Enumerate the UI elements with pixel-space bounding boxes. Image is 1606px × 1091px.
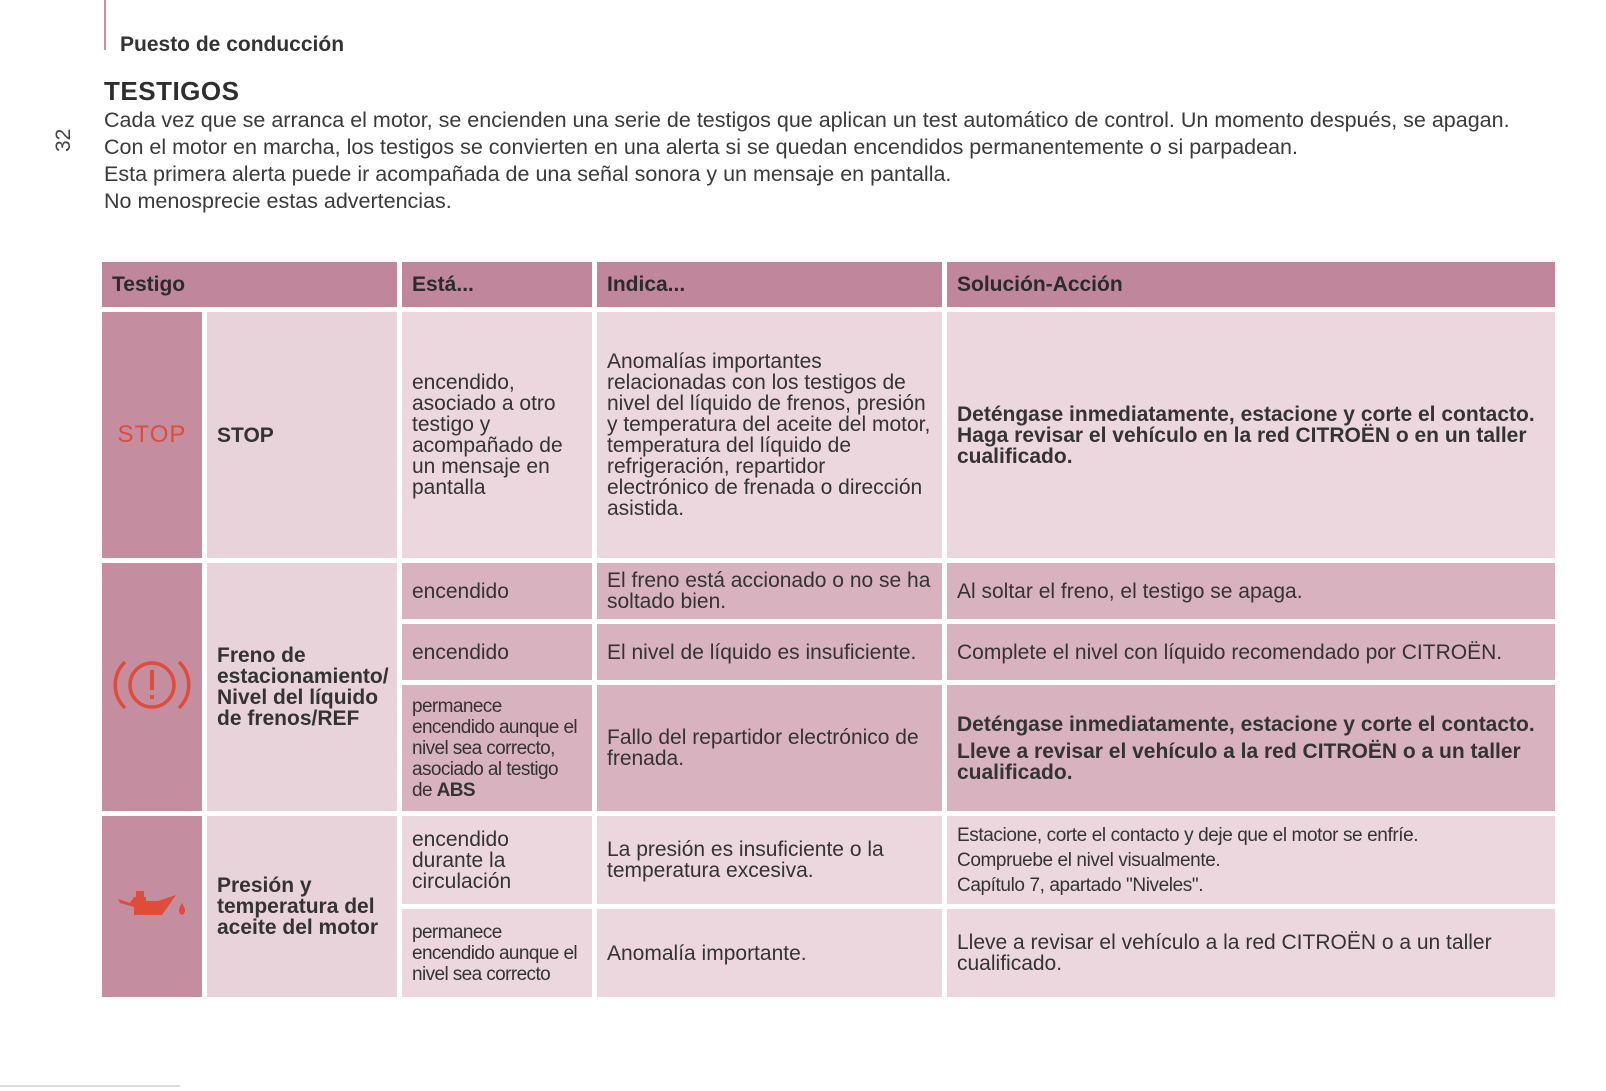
header-testigo: Testigo <box>102 262 397 307</box>
solucion-cell: Complete el nivel con líquido recomendado por CITROËN. <box>947 624 1555 680</box>
table-row <box>102 312 1555 558</box>
bottom-rule <box>0 1085 180 1087</box>
header-solucion: Solución-Acción <box>947 262 1555 307</box>
solucion-line: Estacione, corte el contacto y deje que el motor se enfríe. <box>957 824 1419 846</box>
section-title: Puesto de conducción <box>120 33 345 56</box>
esta-cell: encendido durante la circulación <box>402 816 592 904</box>
table-header-row <box>102 262 1555 307</box>
esta-cell: encendido <box>402 624 592 680</box>
stop-icon: STOP <box>117 421 187 448</box>
indica-cell: Anomalía importante. <box>597 909 942 997</box>
testigo-name: STOP <box>207 312 397 558</box>
solucion-cell <box>947 685 1555 811</box>
warning-lights-table <box>97 257 1560 1002</box>
page-number: 32 <box>52 128 75 152</box>
table-row <box>102 816 1555 904</box>
abs-label: ABS <box>436 779 475 801</box>
solucion-line: Capítulo 7, apartado "Niveles". <box>957 874 1204 896</box>
oil-can-icon <box>112 885 192 925</box>
intro-paragraph: Esta primera alerta puede ir acompañada de una señal sonora y un mensaje en pantalla. <box>104 162 952 186</box>
header-indica: Indica... <box>597 262 942 307</box>
solucion-line: Lleve a revisar el vehículo a la red CITROËN o a un taller cualificado. <box>957 739 1521 784</box>
esta-cell: encendido, asociado a otro testigo y acompañado de un mensaje en pantalla <box>402 312 592 558</box>
header-rule <box>104 0 106 50</box>
solucion-cell <box>947 816 1555 904</box>
brake-warning-icon <box>107 650 197 720</box>
indica-cell: La presión es insuficiente o la temperatura excesiva. <box>597 816 942 904</box>
table-row <box>102 563 1555 619</box>
indica-cell: El freno está accionado o no se ha soltado bien. <box>597 563 942 619</box>
intro-paragraph: Cada vez que se arranca el motor, se encienden una serie de testigos que aplican un test automático de control. Un momento después, se apagan. <box>104 108 1510 132</box>
solucion-cell: Lleve a revisar el vehículo a la red CITROËN o a un taller cualificado. <box>947 909 1555 997</box>
solucion-cell: Al soltar el freno, el testigo se apaga. <box>947 563 1555 619</box>
indica-cell: Anomalías importantes relacionadas con los testigos de nivel del líquido de frenos, presión y temperatura del aceite del motor, temperatura del líquido de refrigeración, repartidor electrónico de frenada o dirección asistida. <box>597 312 942 558</box>
esta-cell: encendido <box>402 563 592 619</box>
solucion-line: Deténgase inmediatamente, estacione y corte el contacto. <box>957 712 1535 736</box>
esta-text: permanece encendido aunque el nivel sea correcto, asociado al testigo de <box>412 695 578 801</box>
stop-icon-cell <box>102 312 202 558</box>
brake-icon-cell <box>102 563 202 811</box>
intro-paragraph: Con el motor en marcha, los testigos se convierten en una alerta si se quedan encendidos permanentemente o si parpadean. <box>104 135 1298 159</box>
indica-cell: El nivel de líquido es insuficiente. <box>597 624 942 680</box>
solucion-line: Compruebe el nivel visualmente. <box>957 849 1221 871</box>
oil-icon-cell <box>102 816 202 997</box>
testigo-name: Presión y temperatura del aceite del motor <box>207 816 397 997</box>
page-title: TESTIGOS <box>104 76 240 106</box>
solucion-cell: Deténgase inmediatamente, estacione y corte el contacto. Haga revisar el vehículo en la red CITROËN o en un taller cualificado. <box>947 312 1555 558</box>
intro-text <box>104 110 1544 218</box>
intro-paragraph: No menosprecie estas advertencias. <box>104 189 452 213</box>
esta-cell <box>402 685 592 811</box>
testigo-name: Freno de estacionamiento/ Nivel del líquido de frenos/REF <box>207 563 397 811</box>
esta-cell: permanece encendido aunque el nivel sea correcto <box>402 909 592 997</box>
indica-cell: Fallo del repartidor electrónico de frenada. <box>597 685 942 811</box>
header-esta: Está... <box>402 262 592 307</box>
